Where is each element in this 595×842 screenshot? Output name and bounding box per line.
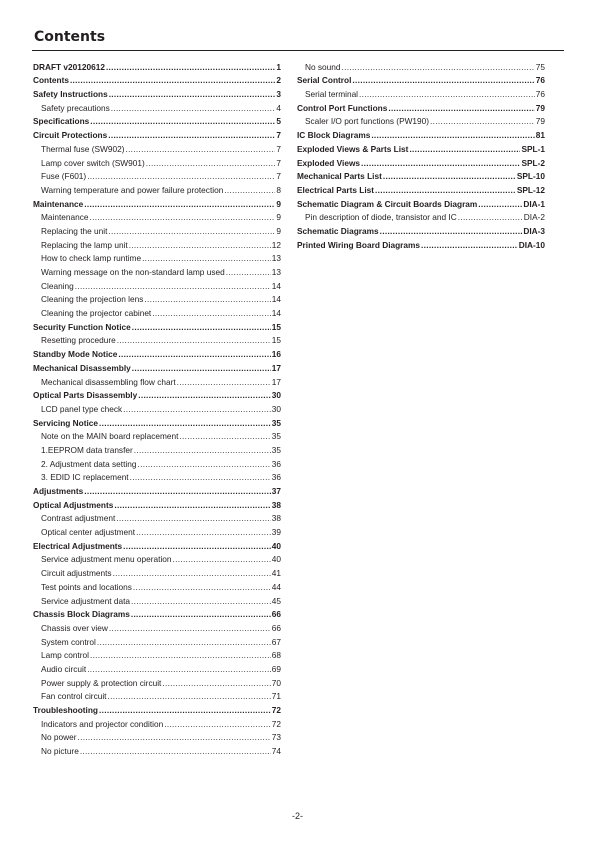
toc-subsection-entry[interactable] — [33, 236, 281, 250]
toc-entry-page: 37 — [271, 486, 281, 496]
toc-entry-label: Note on the MAIN board replacement — [41, 431, 179, 442]
toc-entry-label: 1.EEPROM data transfer — [41, 444, 133, 455]
dot-leader — [359, 89, 535, 99]
toc-subsection-entry[interactable] — [33, 332, 281, 346]
toc-section-entry[interactable] — [33, 359, 281, 373]
dot-leader — [179, 431, 270, 441]
dot-leader — [118, 349, 270, 359]
toc-section-entry[interactable] — [33, 318, 281, 332]
dot-leader — [146, 158, 276, 168]
toc-entry-page: 9 — [276, 225, 281, 236]
toc-entry-page: 3 — [276, 89, 281, 100]
toc-entry-page: 8 — [276, 184, 281, 195]
dot-leader — [123, 541, 271, 551]
toc-entry-page: 41 — [271, 568, 281, 579]
toc-entry-label: No picture — [41, 746, 79, 757]
toc-entry-page: 16 — [271, 349, 281, 360]
toc-entry-label: Schematic Diagram & Circuit Boards Diagram — [297, 198, 478, 209]
toc-entry-label: No power — [41, 732, 77, 743]
toc-entry-page: 13 — [271, 253, 281, 264]
toc-entry-label: Exploded Views — [297, 157, 361, 168]
toc-entry-label: No sound — [305, 61, 341, 72]
dot-leader — [458, 212, 523, 222]
toc-entry-page: SPL-12 — [516, 184, 545, 195]
toc-entry-page: 40 — [271, 554, 281, 565]
toc-entry-label: Contents — [33, 75, 69, 86]
toc-right-column — [297, 58, 545, 250]
toc-entry-page: DIA-1 — [523, 198, 545, 209]
toc-entry-page: 40 — [271, 540, 281, 551]
toc-entry-label: Schematic Diagrams — [297, 225, 379, 236]
toc-entry-label: Control Port Functions — [297, 102, 388, 113]
toc-entry-page: 7 — [276, 171, 281, 182]
toc-entry-label: Cleaning the projection lens — [41, 294, 144, 305]
dot-leader — [152, 308, 271, 318]
toc-entry-label: Mechanical Disassembly — [33, 362, 131, 373]
toc-subsection-entry[interactable] — [33, 277, 281, 291]
dot-leader — [97, 637, 271, 647]
toc-section-entry[interactable] — [33, 606, 281, 620]
dot-leader — [142, 253, 271, 263]
toc-entry-page: 35 — [271, 417, 281, 428]
toc-entry-label: LCD panel type check — [41, 403, 123, 414]
toc-section-entry[interactable] — [33, 537, 281, 551]
toc-section-entry[interactable] — [297, 222, 545, 236]
toc-entry-page: 14 — [271, 308, 281, 319]
toc-entry-page: 67 — [271, 636, 281, 647]
toc-entry-label: Adjustments — [33, 486, 84, 496]
toc-subsection-entry[interactable] — [33, 578, 281, 592]
toc-subsection-entry[interactable] — [33, 633, 281, 647]
toc-subsection-entry[interactable] — [33, 455, 281, 469]
toc-entry-label: Audio circuit — [41, 663, 87, 674]
toc-section-entry[interactable] — [33, 482, 281, 496]
toc-subsection-entry[interactable] — [297, 58, 545, 72]
toc-entry-page: 35 — [271, 444, 281, 455]
toc-entry-page: 39 — [271, 527, 281, 538]
dot-leader — [478, 199, 522, 209]
dot-leader — [383, 171, 516, 181]
toc-subsection-entry[interactable] — [33, 154, 281, 168]
dot-leader — [84, 199, 275, 209]
toc-entry-page: 70 — [271, 677, 281, 688]
toc-entry-label: Indicators and projector condition — [41, 718, 164, 729]
toc-section-entry[interactable] — [297, 126, 545, 140]
toc-entry-page: DIA-2 — [523, 212, 545, 223]
toc-subsection-entry[interactable] — [33, 373, 281, 387]
toc-entry-page: DIA-3 — [523, 225, 545, 236]
dot-leader — [99, 705, 271, 715]
toc-entry-page: 5 — [276, 116, 281, 127]
toc-entry-page: 81 — [535, 130, 545, 141]
toc-subsection-entry[interactable] — [297, 113, 545, 127]
toc-entry-label: Servicing Notice — [33, 417, 99, 428]
toc-section-entry[interactable] — [33, 387, 281, 401]
toc-section-entry[interactable] — [297, 140, 545, 154]
dot-leader — [409, 144, 520, 154]
toc-subsection-entry[interactable] — [33, 674, 281, 688]
toc-entry-label: Electrical Adjustments — [33, 540, 123, 551]
toc-entry-page: 71 — [271, 691, 281, 702]
dot-leader — [361, 158, 520, 168]
toc-entry-page: 17 — [271, 376, 281, 387]
toc-subsection-entry[interactable] — [33, 209, 281, 223]
toc-entry-label: Circuit Protections — [33, 130, 108, 141]
toc-entry-label: Safety precautions — [41, 102, 110, 113]
toc-entry-label: Specifications — [33, 116, 90, 127]
toc-entry-label: 3. EDID IC replacement — [41, 472, 129, 483]
dot-leader — [109, 623, 271, 633]
toc-section-entry[interactable] — [297, 154, 545, 168]
toc-entry-label: Security Function Notice — [33, 321, 131, 332]
toc-entry-page: 14 — [271, 280, 281, 291]
toc-section-entry[interactable] — [297, 99, 545, 113]
toc-subsection-entry[interactable] — [33, 523, 281, 537]
toc-entry-label: Maintenance — [41, 212, 89, 223]
dot-leader — [116, 513, 271, 523]
toc-subsection-entry[interactable] — [33, 688, 281, 702]
dot-leader — [125, 144, 275, 154]
toc-subsection-entry[interactable] — [33, 304, 281, 318]
toc-subsection-entry[interactable] — [33, 510, 281, 524]
toc-subsection-entry[interactable] — [33, 222, 281, 236]
toc-subsection-entry[interactable] — [33, 729, 281, 743]
toc-subsection-entry[interactable] — [33, 551, 281, 565]
toc-entry-page: 30 — [271, 403, 281, 414]
dot-leader — [84, 486, 271, 496]
toc-entry-label: Standby Mode Notice — [33, 349, 118, 360]
toc-subsection-entry[interactable] — [33, 592, 281, 606]
toc-entry-label: Service adjustment menu operation — [41, 554, 172, 565]
dot-leader — [70, 75, 275, 85]
toc-entry-label: Troubleshooting — [33, 705, 98, 715]
dot-leader — [80, 746, 271, 756]
dot-leader — [109, 89, 276, 99]
toc-entry-label: 2. Adjustment data setting — [41, 458, 137, 469]
dot-leader — [129, 240, 271, 250]
toc-entry-page: 74 — [271, 746, 281, 757]
toc-entry-label: Safety Instructions — [33, 89, 108, 100]
dot-leader — [75, 281, 271, 291]
toc-section-entry[interactable] — [297, 72, 545, 86]
toc-entry-label: Serial Control — [297, 75, 352, 86]
toc-entry-label: Chassis Block Diagrams — [33, 609, 130, 620]
toc-entry-label: Pin description of diode, transistor and IC — [305, 212, 457, 223]
toc-subsection-entry[interactable] — [33, 715, 281, 729]
toc-entry-label: Contrast adjustment — [41, 513, 116, 524]
toc-subsection-entry[interactable] — [33, 660, 281, 674]
toc-entry-page: 2 — [276, 75, 281, 86]
toc-entry-page: 66 — [271, 622, 281, 633]
toc-section-entry[interactable] — [33, 701, 281, 715]
dot-leader — [130, 472, 271, 482]
page-title: Contents — [34, 29, 106, 45]
toc-entry-label: Optical Parts Disassembly — [33, 390, 138, 401]
toc-entry-page: 44 — [271, 581, 281, 592]
toc-entry-page: 9 — [276, 212, 281, 223]
toc-entry-label: Serial terminal — [305, 89, 359, 100]
toc-entry-page: 66 — [271, 609, 281, 620]
dot-leader — [108, 226, 275, 236]
dot-leader — [99, 418, 271, 428]
toc-entry-page: 13 — [271, 267, 281, 277]
toc-entry-label: Test points and locations — [41, 581, 132, 592]
dot-leader — [107, 691, 270, 701]
toc-entry-label: Resetting procedure — [41, 335, 116, 346]
toc-entry-page: 12 — [271, 239, 281, 250]
toc-entry-label: Printed Wiring Board Diagrams — [297, 239, 421, 250]
dot-leader — [173, 554, 271, 564]
toc-entry-page: 79 — [535, 102, 545, 113]
toc-subsection-entry[interactable] — [33, 469, 281, 483]
toc-subsection-entry[interactable] — [33, 168, 281, 182]
toc-entry-label: How to check lamp runtime — [41, 253, 142, 264]
toc-entry-label: Fuse (F601) — [41, 171, 87, 182]
toc-entry-page: SPL-1 — [521, 143, 545, 154]
dot-leader — [224, 185, 275, 195]
toc-subsection-entry[interactable] — [33, 291, 281, 305]
toc-subsection-entry[interactable] — [33, 441, 281, 455]
toc-subsection-entry[interactable] — [33, 428, 281, 442]
toc-section-entry[interactable] — [297, 195, 545, 209]
toc-entry-label: Warning temperature and power failure protection — [41, 184, 224, 195]
title-divider — [32, 50, 564, 51]
toc-entry-page: 17 — [271, 362, 281, 373]
dot-leader — [114, 500, 270, 510]
dot-leader — [134, 445, 271, 455]
toc-section-entry[interactable] — [33, 414, 281, 428]
toc-section-entry[interactable] — [33, 85, 281, 99]
toc-entry-label: Lamp control — [41, 650, 89, 661]
toc-section-entry[interactable] — [297, 181, 545, 195]
toc-left-column — [33, 58, 281, 756]
dot-leader — [111, 103, 276, 113]
toc-entry-page: 7 — [276, 130, 281, 141]
toc-entry-page: 36 — [271, 458, 281, 469]
toc-entry-label: Chassis over view — [41, 622, 108, 633]
toc-entry-label: System control — [41, 636, 96, 647]
toc-entry-label: Exploded Views & Parts List — [297, 143, 409, 154]
toc-entry-page: 73 — [271, 732, 281, 743]
toc-subsection-entry[interactable] — [33, 99, 281, 113]
toc-entry-label: Replacing the unit — [41, 225, 108, 236]
dot-leader — [117, 335, 271, 345]
dot-leader — [113, 568, 271, 578]
toc-section-entry[interactable] — [33, 72, 281, 86]
toc-section-entry[interactable] — [33, 126, 281, 140]
toc-subsection-entry[interactable] — [297, 85, 545, 99]
dot-leader — [87, 171, 275, 181]
dot-leader — [90, 212, 276, 222]
toc-subsection-entry[interactable] — [33, 140, 281, 154]
toc-entry-page: 75 — [535, 61, 545, 72]
dot-leader — [430, 116, 535, 126]
dot-leader — [131, 609, 271, 619]
toc-entry-page: 30 — [271, 390, 281, 401]
toc-entry-page: SPL-2 — [521, 157, 545, 168]
dot-leader — [375, 185, 516, 195]
dot-leader — [108, 130, 275, 140]
toc-subsection-entry[interactable] — [33, 181, 281, 195]
toc-section-entry[interactable] — [33, 345, 281, 359]
dot-leader — [144, 294, 270, 304]
dot-leader — [78, 732, 271, 742]
dot-leader — [380, 226, 523, 236]
toc-entry-page: 15 — [271, 335, 281, 346]
dot-leader — [162, 678, 270, 688]
toc-subsection-entry[interactable] — [33, 250, 281, 264]
dot-leader — [421, 240, 518, 250]
dot-leader — [106, 62, 275, 72]
toc-entry-label: Circuit adjustments — [41, 568, 112, 579]
toc-entry-page: DIA-10 — [518, 239, 545, 250]
dot-leader — [177, 377, 271, 387]
toc-subsection-entry[interactable] — [297, 209, 545, 223]
toc-entry-label: IC Block Diagrams — [297, 130, 371, 141]
toc-entry-page: 7 — [276, 143, 281, 154]
toc-section-entry[interactable] — [33, 113, 281, 127]
toc-section-entry[interactable] — [33, 496, 281, 510]
toc-entry-page: 69 — [271, 663, 281, 674]
toc-section-entry[interactable] — [297, 236, 545, 250]
toc-entry-page: 14 — [271, 294, 281, 305]
toc-entry-label: Maintenance — [33, 198, 84, 209]
dot-leader — [132, 322, 271, 332]
dot-leader — [123, 404, 271, 414]
toc-subsection-entry[interactable] — [33, 647, 281, 661]
toc-entry-page: 7 — [276, 157, 281, 168]
toc-entry-page: 9 — [276, 198, 281, 209]
page-number: -2- — [292, 811, 303, 821]
dot-leader — [342, 62, 535, 72]
toc-entry-label: Service adjustment data — [41, 595, 131, 606]
toc-entry-label: Replacing the lamp unit — [41, 239, 128, 250]
dot-leader — [226, 267, 271, 277]
toc-entry-page: 72 — [271, 705, 281, 715]
toc-section-entry[interactable] — [33, 195, 281, 209]
toc-entry-page: 1 — [276, 61, 281, 72]
toc-entry-page: 72 — [271, 718, 281, 729]
toc-entry-label: Thermal fuse (SW902) — [41, 143, 125, 154]
toc-entry-page: SPL-10 — [516, 171, 545, 182]
toc-entry-label: Cleaning the projector cabinet — [41, 308, 152, 319]
toc-entry-page: 38 — [271, 499, 281, 510]
toc-entry-page: 36 — [271, 472, 281, 483]
toc-entry-label: Scaler I/O port functions (PW190) — [305, 116, 430, 127]
dot-leader — [371, 130, 534, 140]
toc-entry-page: 35 — [271, 431, 281, 442]
toc-entry-page: 76 — [535, 75, 545, 86]
toc-entry-label: Power supply & protection circuit — [41, 677, 162, 688]
dot-leader — [90, 116, 275, 126]
toc-entry-page: 68 — [271, 650, 281, 661]
toc-entry-label: Cleaning — [41, 280, 74, 291]
dot-leader — [133, 582, 271, 592]
toc-subsection-entry[interactable] — [33, 263, 281, 277]
toc-entry-label: Fan control circuit — [41, 691, 107, 702]
toc-entry-page: 79 — [535, 116, 545, 127]
dot-leader — [131, 596, 271, 606]
toc-section-entry[interactable] — [33, 58, 281, 72]
dot-leader — [87, 664, 271, 674]
dot-leader — [137, 459, 270, 469]
toc-subsection-entry[interactable] — [33, 742, 281, 756]
dot-leader — [164, 719, 271, 729]
toc-entry-label: Electrical Parts List — [297, 184, 375, 195]
toc-entry-label: DRAFT v20120612 — [33, 61, 105, 72]
toc-entry-label: Optical Adjustments — [33, 499, 114, 510]
dot-leader — [138, 390, 271, 400]
toc-entry-label: Optical center adjustment — [41, 527, 136, 538]
dot-leader — [352, 75, 534, 85]
toc-subsection-entry[interactable] — [33, 564, 281, 578]
toc-entry-page: 76 — [535, 89, 545, 100]
toc-entry-page: 4 — [276, 102, 281, 113]
toc-entry-page: 15 — [271, 321, 281, 332]
dot-leader — [90, 650, 271, 660]
toc-entry-page: 38 — [271, 513, 281, 524]
toc-subsection-entry[interactable] — [33, 400, 281, 414]
toc-entry-label: Mechanical disassembling flow chart — [41, 376, 176, 387]
toc-entry-label: Mechanical Parts List — [297, 171, 382, 182]
toc-entry-page: 45 — [271, 595, 281, 606]
dot-leader — [388, 103, 534, 113]
dot-leader — [136, 527, 271, 537]
dot-leader — [132, 363, 271, 373]
toc-subsection-entry[interactable] — [33, 619, 281, 633]
toc-entry-label: Warning message on the non-standard lamp used — [41, 267, 225, 277]
toc-entry-label: Lamp cover switch (SW901) — [41, 157, 145, 168]
toc-section-entry[interactable] — [297, 168, 545, 182]
